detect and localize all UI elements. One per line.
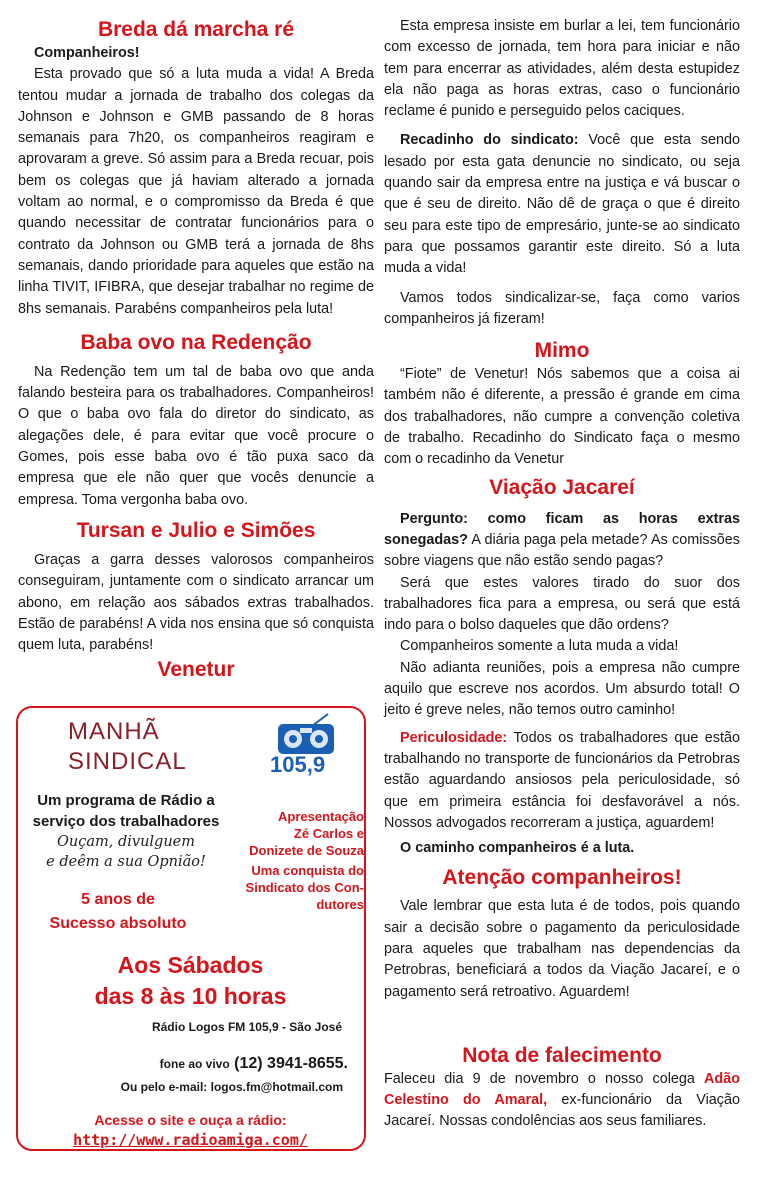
breda-title: Breda dá marcha ré [97,18,295,41]
radio-frequency: 105,9 [270,752,326,777]
nota-title: Nota de falecimento [462,1043,662,1067]
radio-ad-box [16,706,366,1151]
mimo-body: “Fiote” de Venetur! Nós sabemos que a coisa ai também não é diferente, a pressão é grande em cima dos trabalhadores, não cumpre a convenção coletiva de trabalho. Recadinho do Sindicato faça o mesmo com o recadinho da Venetur [384,366,740,468]
left-column [18,0,374,683]
jacarei-p2: Será que estes valores tirado do suor dos trabalhadores fica para a empresa, ou será que está indo para o bolso daqueles que dão ordens? [384,574,740,634]
radio-email[interactable]: Ou pelo e-mail: logos.fm@hotmail.com [120,1080,343,1094]
mimo-title: Mimo [534,339,590,363]
breda-greeting: Companheiros! [34,45,140,61]
deceased-name: Adão Celestino do Amaral, [384,1070,740,1109]
radio-years: 5 anos de Sucesso absoluto [49,891,187,932]
baba-body: Na Redenção tem um tal de baba ovo que anda falando besteira para os trabalhadores. Companheiros! O que o baba ovo fala do diretor do sindicato, as alegações dele, é para evitar que você procure o Gomes, pois esse baba ovo é tão puxa saco da empresa que ele não quer que vocês denuncie a empresa. Toma vergonha baba ovo. [18,363,374,508]
radio-site-link[interactable]: http://www.radioamiga.com/ [73,1131,308,1149]
tursan-body: Graças a garra desses valorosos companheiros conseguiram, juntamente com o sindicato arrancar um abono, em relação aos sábados extras trabalhados. Estão de parabéns! A vida nos ensina que só conquista quem luta, parabéns! [18,551,374,654]
baba-title: Baba ovo na Redenção [80,330,312,354]
recadinho-body: Você que esta sendo lesado por esta gata denuncie no sindicato, ou seja quando sair da empresa entre na justiça e vá buscar o que é seu de direito. Não dê de graça o que é direito seu para este tipo de empresário, junte-se ao sindicato para que possamos garantir este direito. Só a luta muda a vida! [384,132,740,277]
venetur-title: Venetur [157,658,235,682]
radio-station: Rádio Logos FM 105,9 - São José [151,1020,342,1034]
tursan-title: Tursan e Julio e Simões [76,518,316,542]
radio-conquest: Uma conquista do Sindicato dos Con- dutores [245,863,364,912]
radio-phone-line [18,1055,348,1073]
breda-body: Esta provado que só a luta muda a vida! A Breda tentou mudar a jornada de trabalho dos colegas da Johnson e Johnson e GMB passando de 8 horas semanais para 7h20, os companheiros reagiram e aprovaram a greve. Só assim para a Breda recuar, pois bem os colegas que já haviam alterado a jornada voltam ao normal, e o compromisso da Breda é que quando necessitar de contratar funcionários para o contrato da Johnson ou GMB terá a jornada de 8hs semanais, dando prioridade para aqueles que estão na linha TIVIT, IFIBRA, que desejar trabalhar no regime de 8hs semanais. Parabéns companheiros pela luta! [18,66,374,317]
radio-title-manha: MANHÃ [68,718,160,745]
right-column [384,0,740,1133]
empresa-body: Esta empresa insiste em burlar a lei, tem funcionário com excesso de jornada, tem hora para iniciar e não tem para encerrar as atividades, além desta estupidez ela não paga as horas extras, caso o funcionário reclame é punido e perseguido pelos caciques. [384,18,740,120]
radio-title-sindical: SINDICAL [68,748,187,775]
jacarei-question: Pergunto: como ficam as horas extras sonegadas? A diária paga pela metade? As comissões sobre viagens que não estão sendo pagas? [384,510,740,570]
recadinho-paragraph [384,130,740,279]
radio-presenters: Apresentação Zé Carlos e Donizete de Souza [249,809,364,858]
radio-schedule: Aos Sábados das 8 às 10 horas [94,952,287,1009]
radio-site-cta: Acesse o site e ouça a rádio: [94,1112,287,1128]
radio-phone[interactable]: (12) 3941-8655. [234,1055,348,1072]
nota-body: Faleceu dia 9 de novembro o nosso colega Adão Celestino do Amaral, ex-funcionário da Viação Jacareí. Nossas condolências aos seus familiares. [384,1070,740,1130]
atencao-body: Vale lembrar que esta luta é de todos, pois quando sair a decisão sobre o pagamento da periculosidade para aqueles que trabalham nas dependencias da Petrobras, beneficiará a todos da Viação Jacareí, e o pagamento será retroativo. Aguardem! [384,898,740,1000]
periculosidade-paragraph: Periculosidade: Todos os trabalhadores que estão trabalhando no transporte de funcionários da Petrobras estão aguardando ansiosos pela periculosidade, só que em primeira estância foi desfavorável a nós. Nossos advogados recorreram a justiça, aguardem! [384,729,740,831]
caminho-text: O caminho companheiros é a luta. [400,840,635,857]
sindicalizar-text: Vamos todos sindicalizar-se, faça como varios companheiros já fizeram! [384,289,740,327]
jacarei-title: Viação Jacareí [489,475,635,499]
radio-program: Um programa de Rádio a serviço dos trabalhadores [32,792,220,830]
jacarei-p3: Companheiros somente a luta muda a vida! [400,638,679,655]
periculosidade-label: Periculosidade: [400,729,508,746]
atencao-title: Atenção companheiros! [442,866,682,890]
recadinho-label: Recadinho do sindicato: [400,132,579,149]
radio-call-to-action: Ouçam, divulguem e deêm a sua Opnião! [46,834,206,870]
radio-phone-label: fone ao vivo [159,1057,230,1071]
jacarei-p4: Não adianta reuniões, pois a empresa não cumpre aquilo que escreve nos acordos. Um absurdo total! O jeito é greve neles, não temos outro caminho! [384,659,740,719]
